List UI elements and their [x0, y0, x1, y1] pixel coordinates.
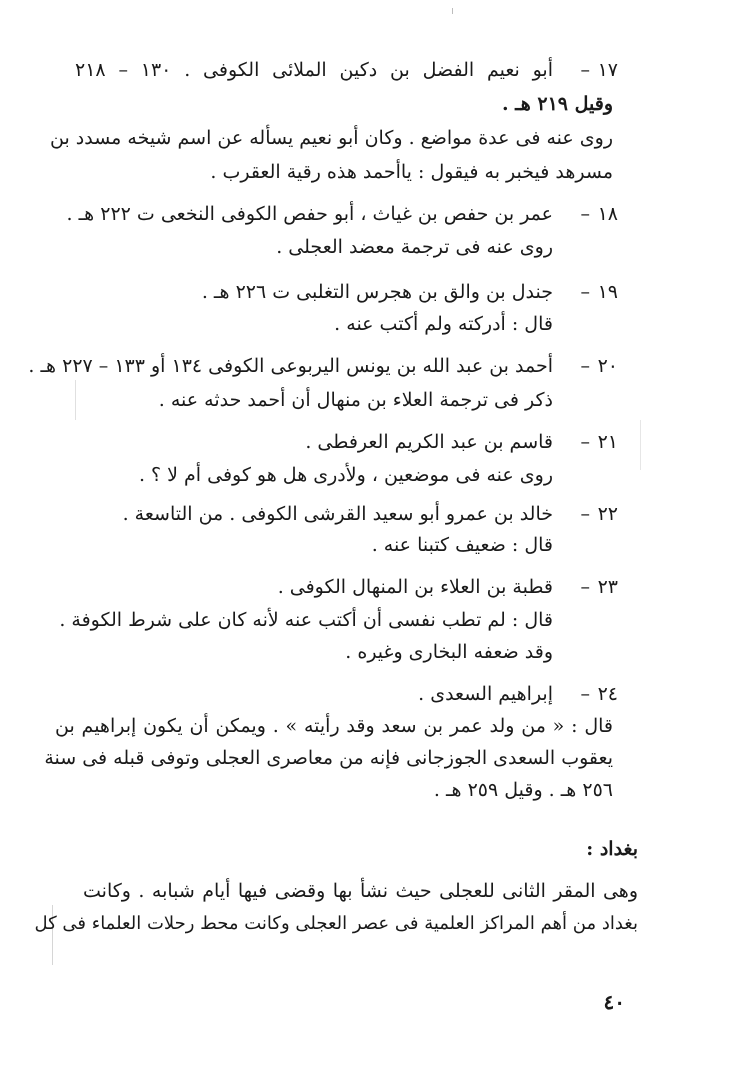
entry-line: جندل بن والق بن هجرس التغلبى ت ٢٢٦ هـ . — [201, 281, 553, 303]
entry-number: ٢٠– — [580, 355, 618, 377]
scan-speck — [640, 420, 641, 470]
entry-line: قاسم بن عبد الكريم العرفطى . — [305, 431, 553, 453]
page-number: ٤٠ — [603, 990, 625, 1014]
entry-line: قطبة بن العلاء بن المنهال الكوفى . — [277, 576, 553, 598]
entry-line: خالد بن عمرو أبو سعيد القرشى الكوفى . من التاسعة . — [122, 503, 553, 525]
entry-number: ١٩– — [580, 281, 618, 303]
entry-number: ٢٤– — [580, 683, 618, 705]
entry-line: عمر بن حفص بن غياث ، أبو حفص الكوفى النخعى ت ٢٢٢ هـ . — [66, 203, 553, 225]
entry-line: قال : لم تطب نفسى أن أكتب عنه لأنه كان على شرط الكوفة . — [59, 609, 553, 631]
entry-number: ٢١– — [580, 431, 618, 453]
entry-line: أبو نعيم الفضل بن دكين الملائى الكوفى . ١٣٠ – ٢١٨ — [75, 59, 553, 81]
entry-line: مسرهد فيخبر به فيقول : ياأحمد هذه رقية العقرب . — [210, 161, 613, 183]
entry-line: يعقوب السعدى الجوزجانى فإنه من معاصرى العجلى وتوفى قبله فى سنة — [44, 747, 613, 769]
entry-line: قال : « من ولد عمر بن سعد وقد رأيته » . ويمكن أن يكون إبراهيم بن — [55, 715, 613, 737]
entry-number: ١٧– — [580, 59, 618, 81]
entry-line: ذكر فى ترجمة العلاء بن منهال أن أحمد حدثه عنه . — [158, 389, 553, 411]
entry-line: وقيل ٢١٩ هـ . — [501, 93, 613, 115]
entry-number: ٢٢– — [580, 503, 618, 525]
scan-speck — [452, 8, 453, 14]
section-paragraph-line: بغداد من أهم المراكز العلمية فى عصر العجلى وكانت محط رحلات العلماء فى كل — [34, 913, 638, 934]
entry-line: روى عنه فى ترجمة معضد العجلى . — [276, 236, 553, 258]
entry-line: قال : ضعيف كتبنا عنه . — [371, 534, 553, 556]
entry-number: ٢٣– — [580, 576, 618, 598]
entry-line: روى عنه فى موضعين ، ولأدرى هل هو كوفى أم لا ؟ . — [138, 464, 553, 486]
entry-line: وقد ضعفه البخارى وغيره . — [345, 641, 553, 663]
section-paragraph-line: وهى المقر الثانى للعجلى حيث نشأ بها وقضى فيها أيام شبابه . وكانت — [83, 880, 638, 902]
entry-line: قال : أدركته ولم أكتب عنه . — [334, 313, 553, 335]
entry-line: روى عنه فى عدة مواضع . وكان أبو نعيم يسأله عن اسم شيخه مسدد بن — [49, 127, 613, 149]
entry-line: أحمد بن عبد الله بن يونس اليربوعى الكوفى ١٣٤ أو ١٣٣ – ٢٢٧ هـ . — [28, 355, 553, 377]
scan-speck — [75, 380, 76, 420]
entry-line: ٢٥٦ هـ . وقيل ٢٥٩ هـ . — [433, 779, 613, 801]
entry-line: إبراهيم السعدى . — [418, 683, 553, 705]
entry-number: ١٨– — [580, 203, 618, 225]
section-heading: بغداد : — [586, 838, 638, 860]
